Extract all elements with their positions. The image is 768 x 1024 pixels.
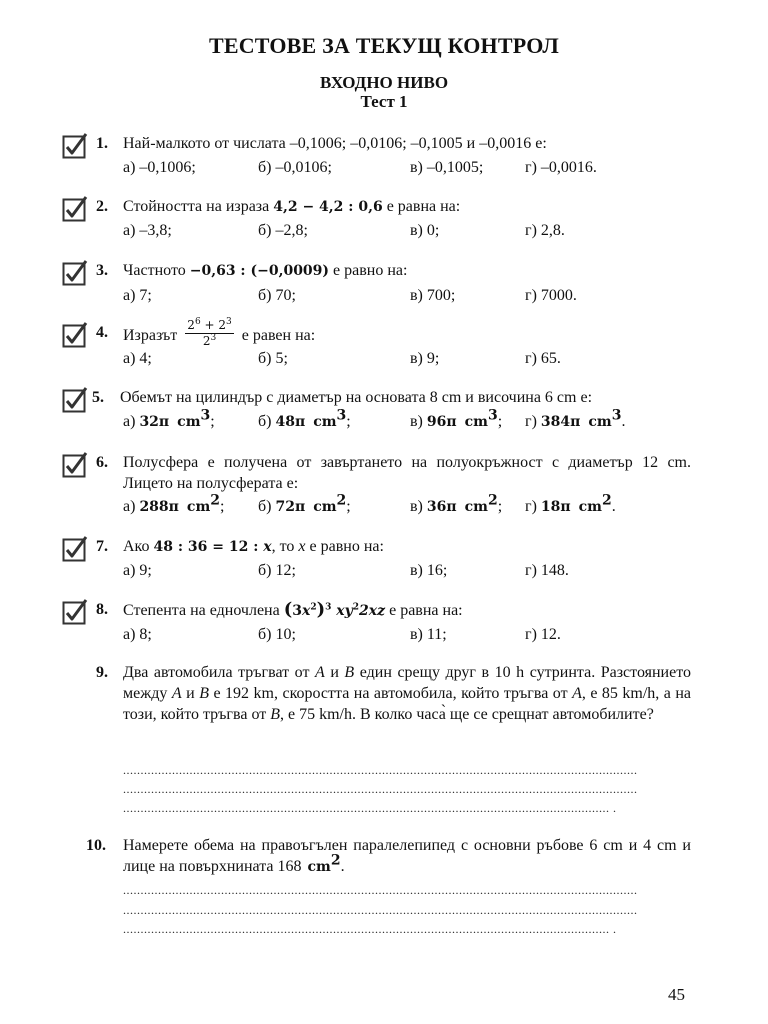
option-d[interactable]: г) 2,8. [525,222,565,239]
option-a[interactable]: а) 4; [123,350,152,367]
fraction-numerator: $2^6 + 2^3$ [187,317,232,332]
question-text: Намерете обема на правоъгълен паралелепипед с основни ръбове 6 cm и 4 cm и лице на повърхнината 168 $cm^2$. [123,837,691,875]
option-a[interactable]: а) –0,1006; [123,159,196,176]
option-c[interactable]: в) 36π $cm^2$; [410,492,503,515]
fraction-denominator: $2^3$ [202,333,217,348]
answer-line[interactable]: ................................................................................................................................................... [123,883,638,897]
option-d[interactable]: г) 12. [525,626,561,643]
question-text: Частното −0,63 : (−0,0009) е равно на: [123,262,408,279]
options-row [123,157,691,178]
option-d[interactable]: г) 148. [525,562,569,579]
question-text: Два автомобила тръгват от A и B един срещу друг в 10 h сутринта. Разстоянието между A и B е 192 km, скоростта на автомобила, който тръгва от A, е 85 km/h, а на този, който тръгва от B, е 75 km/h. В колко часа̀ ще се срещнат автомобилите? [123,664,692,723]
page-title: ТЕСТОВЕ ЗА ТЕКУЩ КОНТРОЛ [208,33,560,58]
checkmark-box-icon[interactable] [62,452,86,476]
option-d[interactable]: г) 7000. [525,287,577,304]
option-c[interactable]: в) 700; [410,287,456,304]
page-number: 45 [668,985,685,1004]
question-text: Ако 48 : 36 = 12 : x, то x е равно на: [123,538,384,555]
question-number: 2. [96,198,108,215]
option-b[interactable]: б) 70; [258,287,296,304]
answer-line[interactable]: ................................................................................................................................................... [123,763,638,777]
option-a[interactable]: а) 9; [123,562,152,579]
question-number: 5. [92,389,104,406]
option-c[interactable]: в) 11; [410,626,447,643]
option-c[interactable]: в) –0,1005; [410,159,484,176]
question-number: 6. [96,454,108,471]
option-d[interactable]: г) 18π $cm^2$. [525,492,616,515]
question-text: Стойността на израза 4,2 − 4,2 : 0,6 е равна на: [123,198,461,215]
question-text: Полусфера е получена от завъртането на полуокръжност с диаметър 12 cm. Лицето на полусферата е: [123,454,691,492]
option-c[interactable]: в) 96π $cm^3$; [410,407,503,430]
option-b[interactable]: б) –0,0106; [258,159,332,176]
checkmark-box-icon[interactable] [62,387,86,411]
options-row [123,348,691,369]
question-number: 10. [86,837,106,854]
option-c[interactable]: в) 0; [410,222,440,239]
option-b[interactable]: б) 12; [258,562,296,579]
math-expression: 48 : 36 = 12 : x [153,539,272,555]
math-expression: 4,2 − 4,2 : 0,6 [273,199,383,215]
math-expression: $(3x^2)^3$ $xy^22xz$ [283,599,386,620]
answer-line[interactable]: ................................................................................................................................................... [123,782,638,796]
fraction [185,319,233,348]
question-number: 4. [96,324,108,341]
question-text: Най-малкото от числата –0,1006; –0,0106; –0,1005 и –0,0016 е: [123,135,547,152]
page-subtitle: ВХОДНО НИВО [319,73,449,92]
checkmark-box-icon[interactable] [62,599,86,623]
question-number: 8. [96,601,108,618]
answer-line[interactable]: ................................................................................................................................................... [123,903,638,917]
option-d[interactable]: г) 384π $cm^3$. [525,407,626,430]
option-b[interactable]: б) –2,8; [258,222,308,239]
checkmark-box-icon[interactable] [62,196,86,220]
question-text: Изразът $\frac{2^6 + 2^3}{2^3}$ е равен на: [123,317,316,348]
options-row [123,407,691,432]
options-row [123,560,691,581]
option-a[interactable]: а) –3,8; [123,222,172,239]
option-b[interactable]: б) 10; [258,626,296,643]
question-number: 3. [96,262,108,279]
option-b[interactable]: б) 48π $cm^3$; [258,407,351,430]
option-b[interactable]: б) 5; [258,350,288,367]
checkmark-box-icon[interactable] [62,536,86,560]
option-a[interactable]: а) 7; [123,287,152,304]
option-b[interactable]: б) 72π $cm^2$; [258,492,351,515]
options-row [123,285,691,306]
question-number: 9. [96,664,108,681]
option-a[interactable]: а) 32π $cm^3$; [123,407,215,430]
options-row [123,492,691,517]
question-number: 1. [96,135,108,152]
option-a[interactable]: а) 8; [123,626,152,643]
option-d[interactable]: г) –0,0016. [525,159,597,176]
options-row [123,624,691,645]
options-row [123,220,691,241]
answer-line[interactable]: ........................................................................................................................................... . [123,922,617,936]
answer-line[interactable]: ........................................................................................................................................... . [123,801,617,815]
option-a[interactable]: а) 288π $cm^2$; [123,492,225,515]
math-expression: −0,63 : (−0,0009) [189,263,330,279]
checkmark-box-icon[interactable] [62,133,86,157]
option-c[interactable]: в) 16; [410,562,448,579]
question-text: Степента на едночлена $(3x^2)^3$ $xy^22xz$ е равна на: [123,599,463,620]
question-text: Обемът на цилиндър с диаметър на основата 8 cm и височина 6 cm е: [120,389,593,406]
question-number: 7. [96,538,108,555]
option-c[interactable]: в) 9; [410,350,440,367]
checkmark-box-icon[interactable] [62,260,86,284]
checkmark-box-icon[interactable] [62,322,86,346]
option-d[interactable]: г) 65. [525,350,561,367]
test-label: Тест 1 [360,92,408,111]
